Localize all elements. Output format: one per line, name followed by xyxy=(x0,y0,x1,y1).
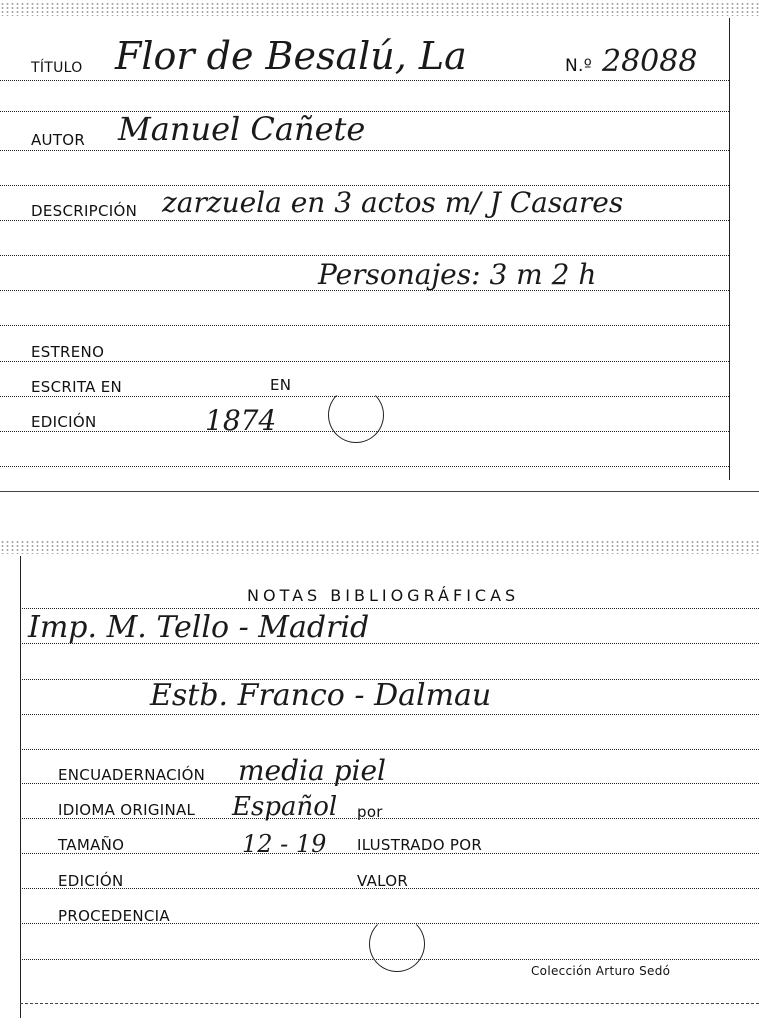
rule-titulo xyxy=(0,80,729,81)
coleccion-label: Colección Arturo Sedó xyxy=(531,964,671,978)
rule-blank-3 xyxy=(0,255,729,256)
note-line-1: Imp. M. Tello - Madrid xyxy=(28,610,370,645)
autor-value: Manuel Cañete xyxy=(118,110,366,148)
rule-estreno xyxy=(0,361,729,362)
idioma-value: Español xyxy=(232,792,338,822)
descripcion-label: DESCRIPCIÓN xyxy=(31,202,138,220)
rule-descripcion xyxy=(0,220,729,221)
autor-label: AUTOR xyxy=(31,131,86,149)
rule-notas-1 xyxy=(20,608,759,609)
ilustrado-label: ILUSTRADO POR xyxy=(357,836,483,854)
card-bottom-edge-texture xyxy=(0,540,759,554)
encuadernacion-value: media piel xyxy=(238,754,386,787)
rule-bottom-top-card xyxy=(0,466,729,467)
encuadernacion-label: ENCUADERNACIÓN xyxy=(58,766,206,784)
note-line-2: Estb. Franco - Dalmau xyxy=(150,678,492,713)
rule-autor xyxy=(0,150,729,151)
escrita-en-label: ESCRITA EN xyxy=(31,378,123,396)
estreno-label: ESTRENO xyxy=(31,343,105,361)
idioma-label: IDIOMA ORIGINAL xyxy=(58,801,196,819)
edicion-value: 1874 xyxy=(205,404,277,437)
number-prefix: N.º xyxy=(565,56,593,76)
card-bottom-left-border xyxy=(20,556,21,1018)
tamano-label: TAMAÑO xyxy=(58,836,125,854)
procedencia-label: PROCEDENCIA xyxy=(58,907,170,925)
card-top-edge-texture xyxy=(0,2,759,16)
descripcion-value: zarzuela en 3 actos m/ J Casares xyxy=(162,186,624,219)
punch-hole-bottom xyxy=(369,916,425,972)
titulo-value: Flor de Besalú, La xyxy=(115,34,467,78)
por-label: por xyxy=(357,803,383,821)
card-divider xyxy=(0,491,759,492)
descripcion-value-2: Personajes: 3 m 2 h xyxy=(318,258,597,291)
notas-heading: NOTAS BIBLIOGRÁFICAS xyxy=(247,586,520,605)
card-bottom-edge xyxy=(20,1003,759,1004)
valor-label: VALOR xyxy=(357,872,409,890)
punch-hole-top xyxy=(328,387,384,443)
card-top-right-border xyxy=(729,18,730,480)
edicion-bottom-label: EDICIÓN xyxy=(58,872,124,890)
rule-notas-5 xyxy=(20,749,759,750)
number-value: 28088 xyxy=(602,44,698,79)
rule-notas-4 xyxy=(20,714,759,715)
edicion-label: EDICIÓN xyxy=(31,413,97,431)
rule-blank-5 xyxy=(0,325,729,326)
tamano-value: 12 - 19 xyxy=(242,830,327,858)
en-label: EN xyxy=(270,376,292,394)
catalog-card-bottom xyxy=(0,538,759,1028)
titulo-label: TÍTULO xyxy=(31,60,83,76)
catalog-card-top xyxy=(0,0,759,492)
